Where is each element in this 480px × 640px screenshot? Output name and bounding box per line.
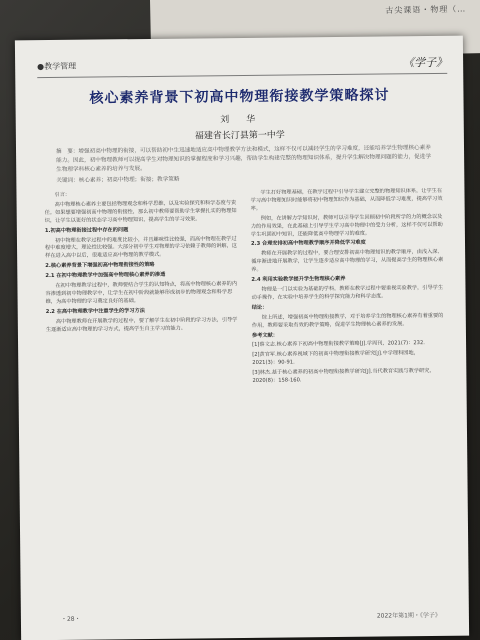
body-paragraph: 引言：	[54, 191, 71, 198]
article-author: 刘 华	[220, 114, 260, 126]
page-number: ・28・	[60, 615, 81, 623]
body-column-right	[250, 188, 446, 594]
body-paragraph: 在初中物理教学过程中，教师要结合学生的认知特点，将高中物理核心素养的内容渗透到初中物理教学中，让学生在初中阶段就能够形成初步的物理观念和科学思维，为高中物理的学习奠定良好的基础。	[45, 281, 238, 305]
body-paragraph: 高中物理核心素养主要包括物理观念和科学思维，以及实验探究和科学态度与责任。如果想要增强初高中物理的衔接性，那么初中教师要帮助学生掌握扎实的物理知识，让学生以更好的状态学习高中物理知识，提高学生的学习效果。	[44, 199, 237, 224]
article-affiliation: 福建省长汀县第一中学	[194, 130, 285, 142]
body-paragraph: 教师在开展教学的过程中，要合理安排初高中物理知识的教学顺序，由浅入深、循序渐进地开展教学，让学生逐步适应高中物理的学习，从而提高学生的物理核心素养。	[251, 249, 444, 274]
abstract-text: 摘 要：增强初高中物理的衔接，可以帮助初中生迅速地适应高中物理教学方法和模式，这样不仅可以减轻学生的学习难度，还能培养学生物理核心素养能力。因此，初中物理教师可以提高学生对物理知识的掌握程度和学习兴趣，帮助学生构建完整的物理知识体系，提升学生解决物理问题的能力，促进学生物理学科核心素养的培养与发展。	[56, 145, 431, 173]
body-column-left	[44, 190, 240, 596]
page-header	[37, 54, 447, 78]
body-paragraph: 高中物理教师在开展教学的过程中，要了解学生在初中阶段的学习方法，引导学生逐渐适应高中物理的学习方式，提高学生自主学习的能力。	[45, 316, 238, 333]
body-columns	[44, 188, 446, 596]
issue-label: 2022年第1期・《学子》	[376, 611, 441, 620]
section-heading: 参考文献：	[251, 332, 278, 339]
section-heading: 2.3 合理安排初高中物理教学顺序并降低学习难度	[250, 240, 366, 248]
body-paragraph: 学生打好物理基础，在教学过程中引导学生建立完整的物理知识体系，让学生在学习高中物理知识时能够将初中物理知识作为基础，从而降低学习难度，提高学习效率。	[250, 187, 443, 212]
reference-item: [1]蔡文志.核心素养下初高中物理衔接教学策略[J].学周刊，2021(7)：232.	[252, 340, 425, 349]
section-heading: 1.初高中物理衔接过程中存在的问题	[44, 226, 129, 234]
page-footer	[61, 610, 441, 623]
body-paragraph: 综上所述，增强初高中物理衔接教学，对于培养学生的物理核心素养有着重要的作用，教师要采取有效的教学策略，促进学生物理核心素养的发展。	[251, 312, 444, 329]
section-heading: 2.2 在高中物理教学中注重学生的学习方法	[45, 307, 145, 315]
abstract-block	[56, 144, 434, 186]
magazine-title: 《学子》	[403, 55, 448, 70]
section-heading: 2.1 在初中物理教学中加强高中物理核心素养的渗透	[45, 271, 166, 280]
section-heading: 结论：	[251, 304, 268, 311]
section-heading: 2.核心素养背景下增强初高中物理衔接性的策略	[45, 262, 155, 270]
reference-item: [2]黄官军.核心素养视域下的初高中物理衔接教学研究[J].中学理科园地，2021(3)：90-91.	[252, 350, 419, 367]
article-title: 核心素养背景下初高中物理衔接教学策略探讨	[89, 87, 390, 107]
body-paragraph: 物理是一门以实验为基础的学科，教师在教学过程中要重视实验教学，引导学生动手操作，在实验中培养学生的科学探究能力和科学态度。	[251, 284, 444, 301]
section-heading: 2.4 利用实验教学提升学生物理核心素养	[251, 275, 346, 283]
section-tag: ●教学管理	[37, 61, 77, 71]
keywords: 关键词：核心素养；初高中物理；衔接；教学策略	[56, 176, 180, 184]
body-paragraph: 例如，在讲解力学知识时，教师可以引导学生回顾初中阶段所学的力的概念以及力的作用效果，在此基础上引导学生学习高中物理中的受力分析，这样不仅可以帮助学生巩固初中知识，还能降低高中物理学习的难度。	[250, 213, 443, 238]
reference-item: [3]林杰.基于核心素养的初高中物理衔接教学研究[J].当代教育实践与教学研究，2020(8)：158-160.	[252, 368, 435, 384]
magazine-page	[15, 36, 469, 640]
body-paragraph: 初中物理在教学过程中的难度比较小，并且趣味性比较强，而高中物理在教学过程中难度增大，理论性比较强。大部分初中学生对物理的学习依赖于教师的讲解，这样在进入高中以后，很难适应高中物理的教学模式。	[45, 235, 238, 260]
underlying-page-header: 古尖课语・物理（…	[385, 4, 467, 16]
